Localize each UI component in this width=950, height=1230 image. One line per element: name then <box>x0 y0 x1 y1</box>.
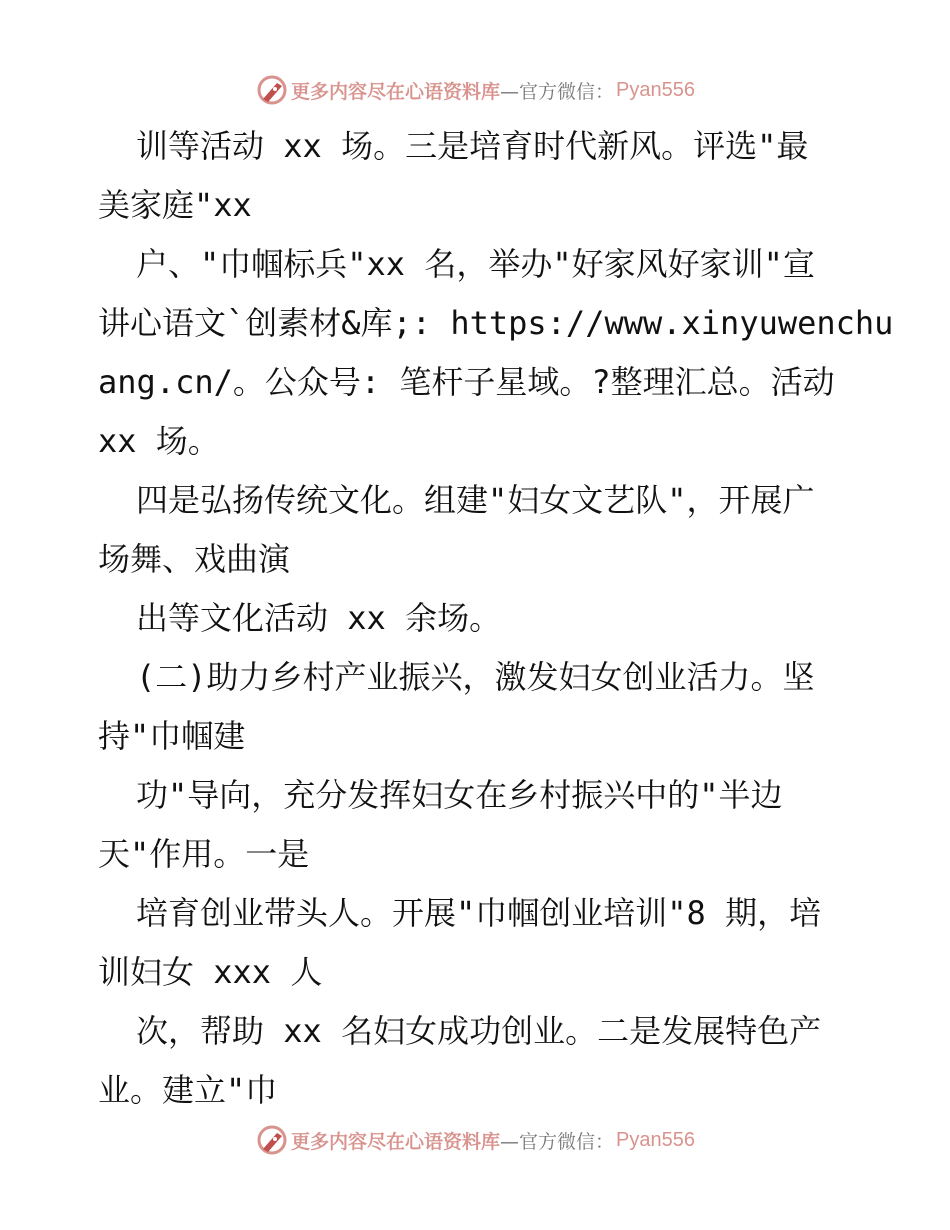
text-line: 户、"巾帼标兵"xx 名，举办"好家风好家训"宣 <box>136 245 815 283</box>
footer-watermark <box>0 1120 950 1160</box>
text-line: 讲心语文`创素材&库;: https://www.xinyuwenchu <box>98 304 894 342</box>
text-line: xx 场。 <box>98 422 220 460</box>
watermark-official-text: —官方微信： <box>500 80 615 103</box>
text-line: 功"导向，充分发挥妇女在乡村振兴中的"半边 <box>136 776 783 814</box>
pen-nib-logo-icon <box>255 1123 289 1157</box>
text-line: 美家庭"xx <box>98 186 252 224</box>
text-line: 培育创业带头人。开展"巾帼创业培训"8 期，培 <box>136 894 822 932</box>
text-line: 次，帮助 xx 名妇女成功创业。二是发展特色产 <box>136 1012 822 1050</box>
text-line: 四是弘扬传统文化。组建"妇女文艺队"，开展广 <box>136 481 815 519</box>
text-line: 训等活动 xx 场。三是培育时代新风。评选"最 <box>136 127 809 165</box>
text-line: 天"作用。一是 <box>98 835 310 873</box>
document-body <box>98 117 894 1120</box>
text-line: 持"巾帼建 <box>98 717 246 755</box>
watermark-official-text: —官方微信： <box>500 1130 615 1153</box>
text-line: 业。建立"巾 <box>98 1071 278 1109</box>
text-line: 场舞、戏曲演 <box>98 540 291 578</box>
pen-nib-logo-icon <box>255 73 289 107</box>
text-line: 训妇女 xxx 人 <box>98 953 323 991</box>
watermark-brand-text: 更多内容尽在心语资料库 <box>291 80 501 103</box>
watermark-wechat-id: Pyan556 <box>616 1128 695 1151</box>
header-watermark <box>0 70 950 110</box>
text-line: (二)助力乡村产业振兴，激发妇女创业活力。坚 <box>136 658 815 696</box>
text-line: ang.cn/。公众号: 笔杆子星域。?整理汇总。活动 <box>98 363 835 401</box>
text-line: 出等文化活动 xx 余场。 <box>136 599 502 637</box>
watermark-brand-text: 更多内容尽在心语资料库 <box>291 1130 501 1153</box>
watermark-wechat-id: Pyan556 <box>616 78 695 101</box>
